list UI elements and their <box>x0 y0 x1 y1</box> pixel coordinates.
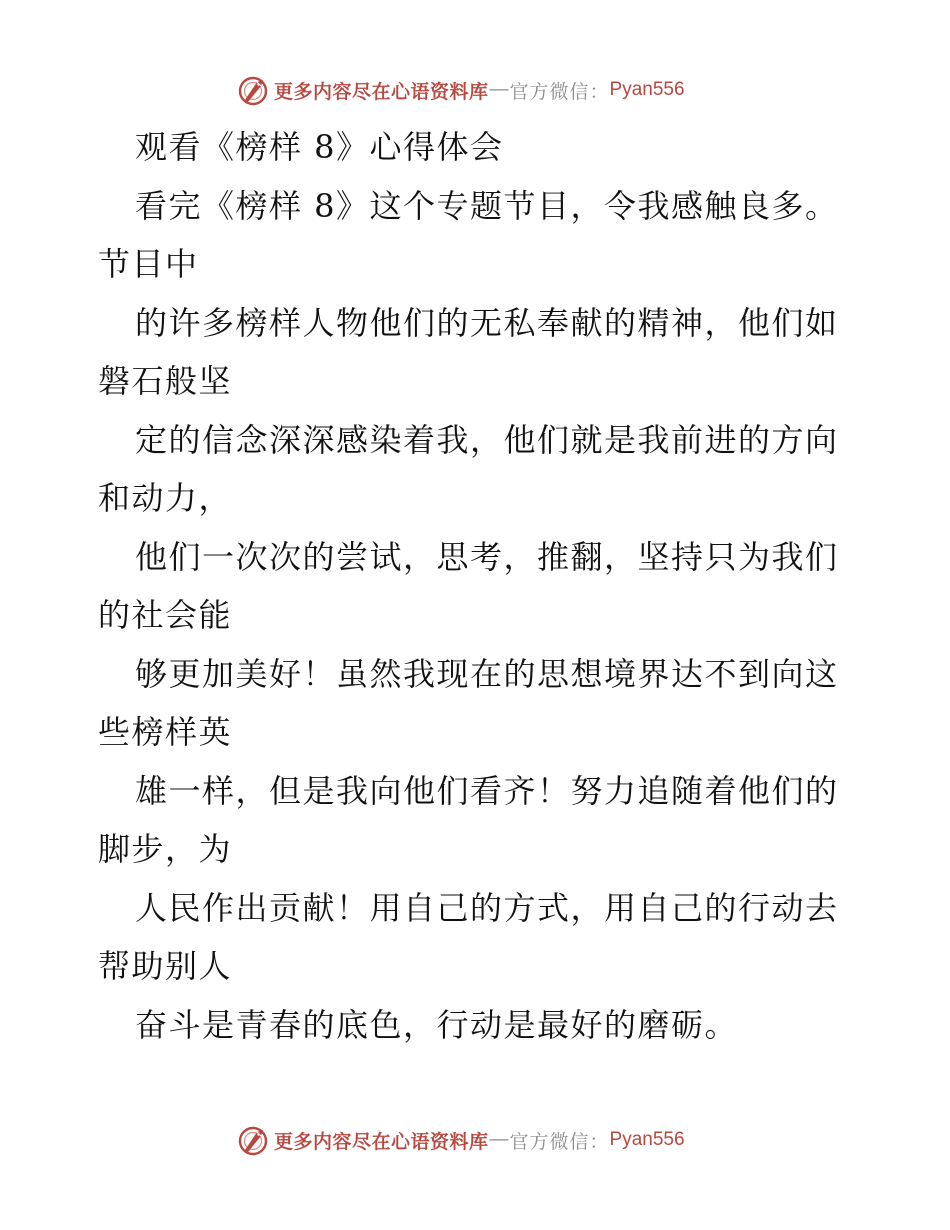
footer-banner <box>236 1122 685 1158</box>
text-line: 些榜样英 <box>98 713 233 751</box>
footer-site-text: 更多内容尽在心语资料库 <box>274 1130 489 1153</box>
text-line: 脚步，为 <box>98 830 233 868</box>
pen-nib-circle-icon <box>236 1123 270 1157</box>
text-line: 和动力， <box>98 479 233 517</box>
footer-wechat-id: Pyan556 <box>609 1129 685 1150</box>
header-wechat-label: 官方微信： <box>509 80 610 103</box>
text-line: 的社会能 <box>98 596 233 634</box>
footer-wechat-label: 官方微信： <box>509 1130 610 1153</box>
text-line: 人民作出贡献！用自己的方式，用自己的行动去 <box>135 888 839 927</box>
text-line: 节目中 <box>98 245 199 283</box>
header-wechat-id: Pyan556 <box>609 79 685 100</box>
document-body <box>98 118 858 1054</box>
text-line: 的许多榜样人物他们的无私奉献的精神，他们如 <box>135 303 839 342</box>
text-line: 定的信念深深感染着我，他们就是我前进的方向 <box>135 420 839 459</box>
header-dash: — <box>489 79 509 100</box>
text-line: 看完《榜样 8》这个专题节目，令我感触良多。 <box>135 186 839 225</box>
footer-dash: — <box>489 1129 509 1150</box>
text-line: 磐石般坚 <box>98 362 233 400</box>
text-line: 他们一次次的尝试，思考，推翻，坚持只为我们 <box>135 537 839 576</box>
header-banner <box>236 72 685 108</box>
text-line: 雄一样，但是我向他们看齐！努力追随着他们的 <box>135 771 839 810</box>
text-line: 奋斗是青春的底色，行动是最好的磨砺。 <box>135 1005 739 1044</box>
text-line: 帮助别人 <box>98 947 233 985</box>
document-title: 观看《榜样 8》心得体会 <box>135 128 504 166</box>
header-site-text: 更多内容尽在心语资料库 <box>274 80 489 103</box>
pen-nib-circle-icon <box>236 73 270 107</box>
text-line: 够更加美好！虽然我现在的思想境界达不到向这 <box>135 654 839 693</box>
